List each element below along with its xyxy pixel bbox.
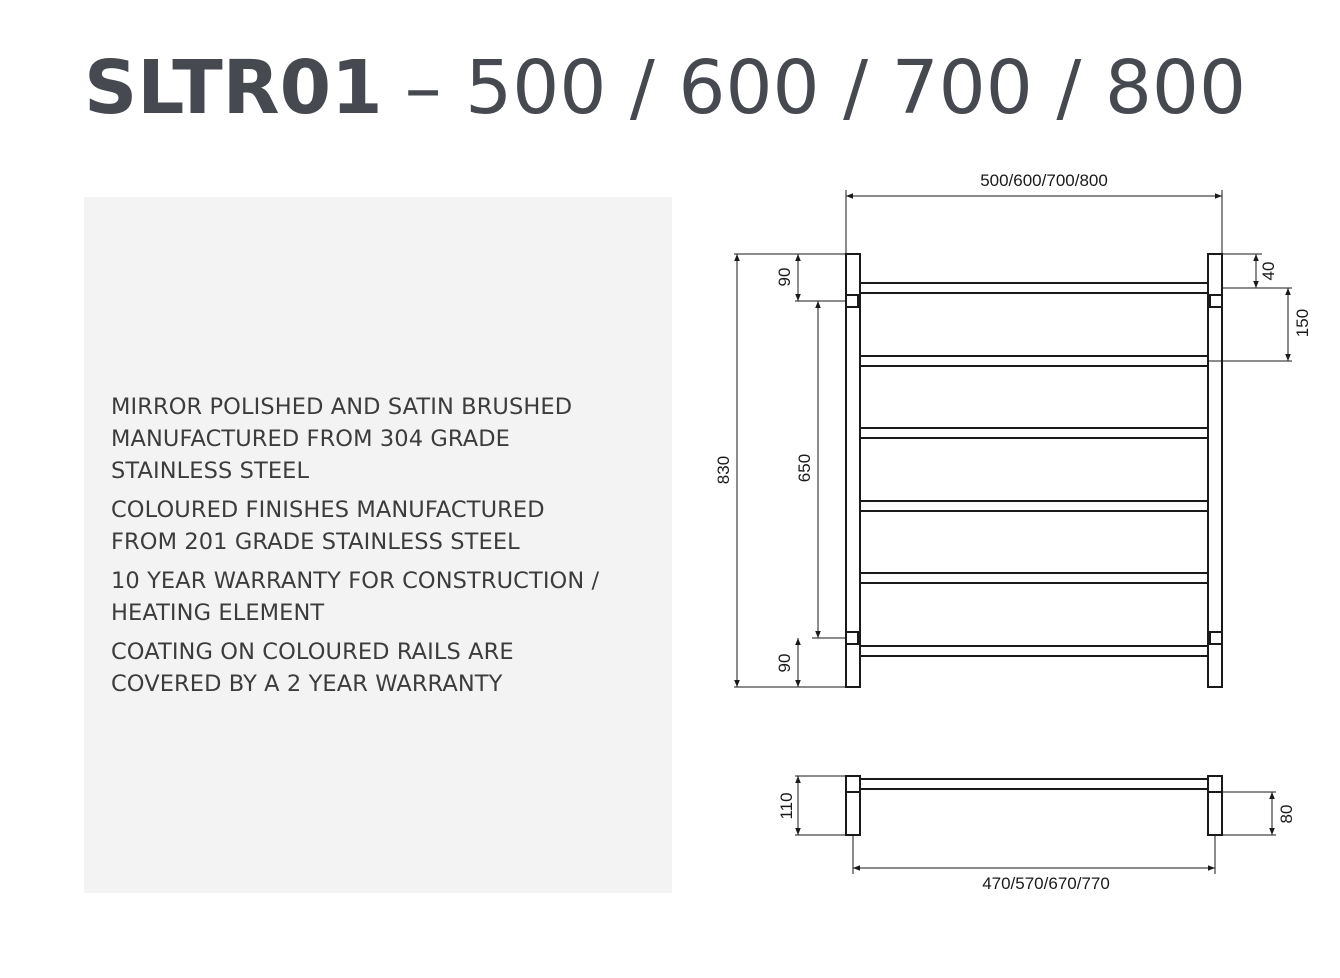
side-view-labels (777, 792, 1296, 893)
right-post (1208, 792, 1222, 835)
left-post (846, 792, 860, 835)
bracket (1210, 632, 1222, 644)
front-view (734, 190, 1292, 687)
rail-spacing-label: 150 (1293, 308, 1312, 338)
feature-line: 10 YEAR WARRANTY FOR CONSTRUCTION / (111, 568, 600, 594)
rail (860, 356, 1208, 366)
bracket (846, 632, 858, 644)
feature-line: HEATING ELEMENT (111, 600, 325, 626)
left-post (846, 254, 860, 687)
feature-line: COATING ON COLOURED RAILS ARE (111, 639, 514, 665)
feature-line: MANUFACTURED FROM 304 GRADE (111, 426, 510, 452)
feature-line: MIRROR POLISHED AND SATIN BRUSHED (111, 394, 573, 420)
left-bracket (846, 776, 860, 792)
rail (860, 428, 1208, 438)
feature-line: COVERED BY A 2 YEAR WARRANTY (111, 671, 503, 697)
top-offset-label: 90 (775, 267, 794, 287)
side-view (795, 776, 1276, 874)
inner-width-label: 470/570/670/770 (982, 874, 1110, 893)
overall-height-label: 830 (714, 455, 733, 485)
overall-width-label: 500/600/700/800 (980, 171, 1108, 190)
top-rail-offset-label: 40 (1259, 261, 1278, 281)
rail (860, 646, 1208, 656)
feature-line: COLOURED FINISHES MANUFACTURED (111, 497, 545, 523)
rail (860, 779, 1208, 789)
size-options: – 500 / 600 / 700 / 800 (404, 45, 1247, 131)
rail-span-label: 650 (795, 453, 814, 483)
depth-label: 110 (777, 792, 796, 820)
rail-height-label: 80 (1277, 804, 1296, 824)
rail (860, 501, 1208, 511)
model-code: SLTR01 (84, 45, 383, 131)
bottom-offset-label: 90 (775, 653, 794, 673)
rail (860, 573, 1208, 583)
right-bracket (1208, 776, 1222, 792)
feature-line: FROM 201 GRADE STAINLESS STEEL (111, 529, 520, 555)
feature-line: STAINLESS STEEL (111, 458, 310, 484)
bracket (846, 295, 858, 307)
right-post (1208, 254, 1222, 687)
bracket (1210, 295, 1222, 307)
rail (860, 283, 1208, 293)
